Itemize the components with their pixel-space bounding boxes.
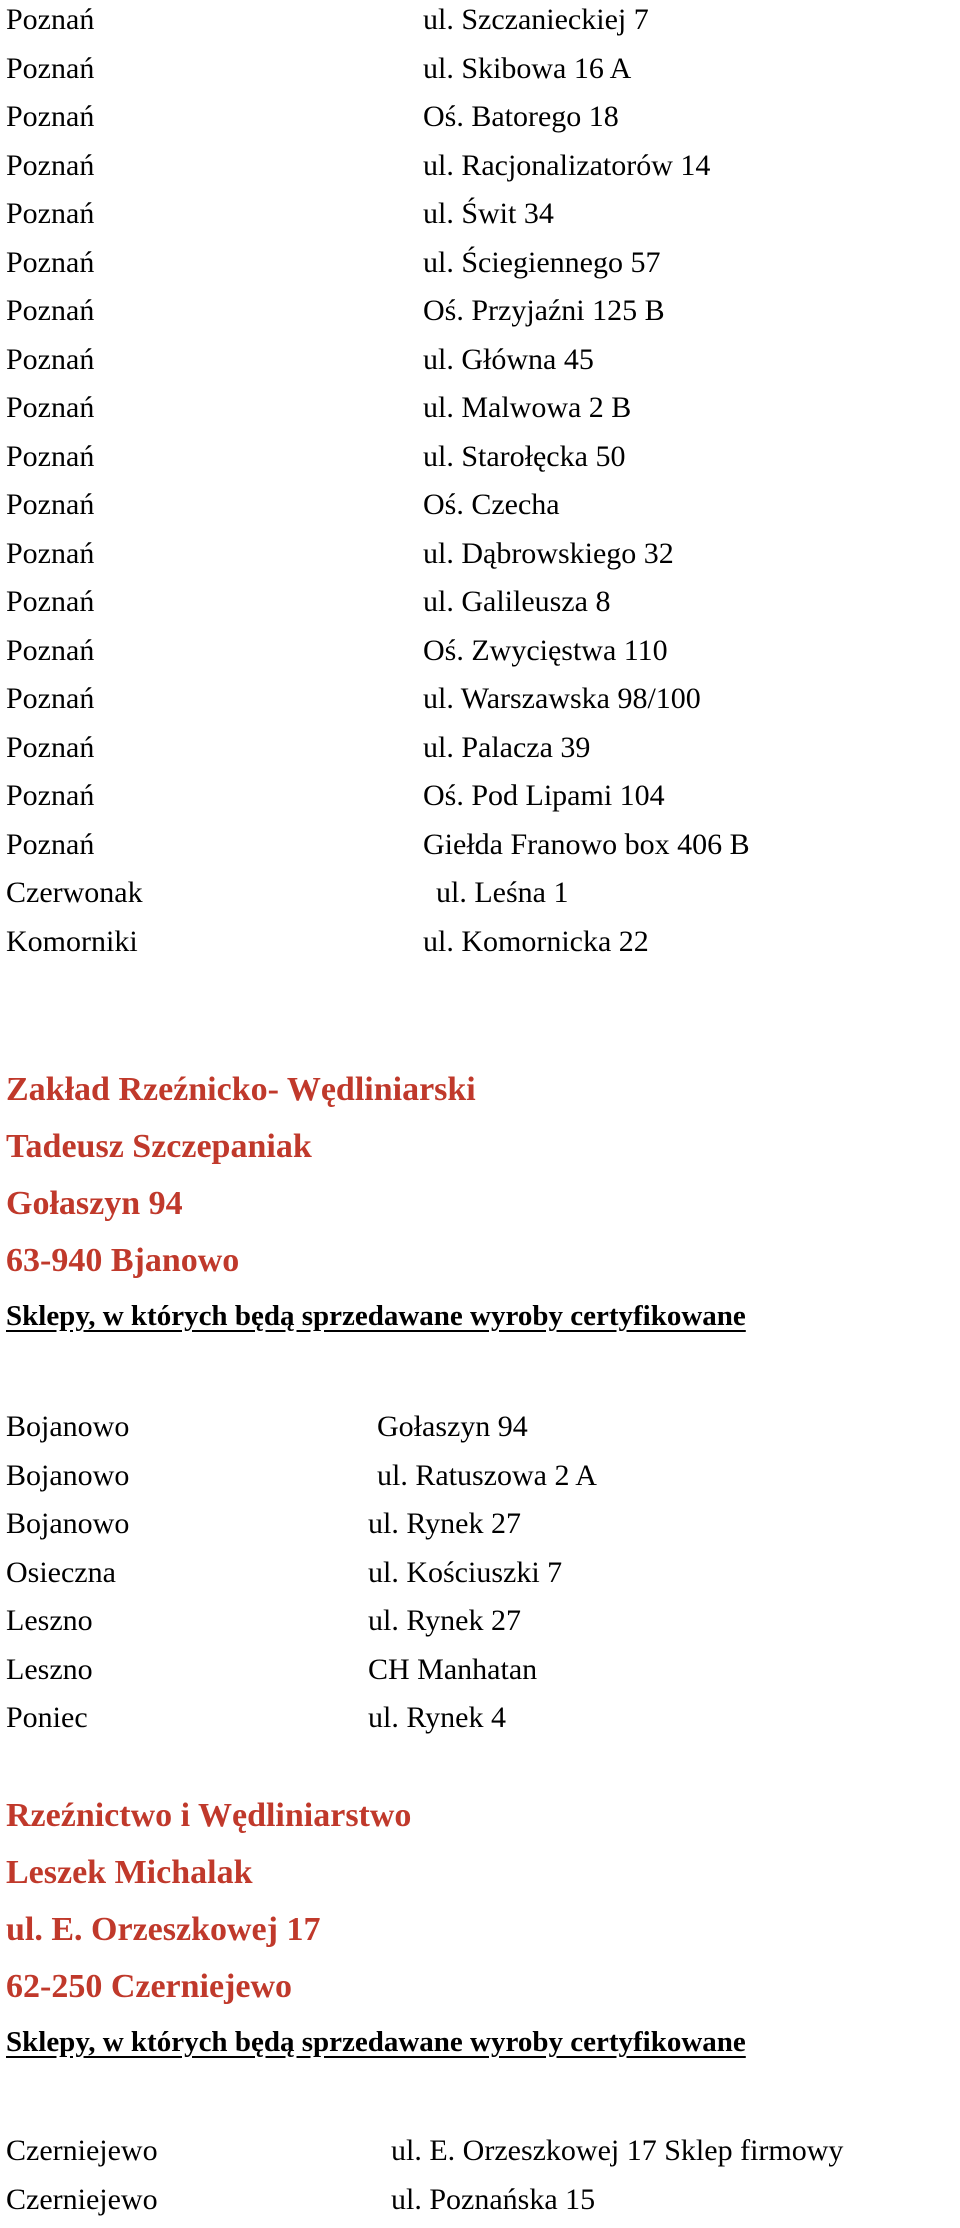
- city: Poznań: [6, 582, 94, 622]
- list-item: [6, 922, 956, 971]
- address: ul. Ratuszowa 2 A: [377, 1456, 597, 1496]
- address: CH Manhatan: [368, 1650, 537, 1690]
- list-item: [6, 728, 956, 777]
- address: ul. Warszawska 98/100: [423, 679, 701, 719]
- company-street: Gołaszyn 94: [6, 1182, 956, 1239]
- address: ul. Kościuszki 7: [368, 1553, 562, 1593]
- address: ul. Palacza 39: [423, 728, 590, 768]
- city: Poniec: [6, 1698, 88, 1738]
- list-item: [6, 873, 956, 922]
- city: Czerniejewo: [6, 2131, 158, 2171]
- address: Oś. Zwycięstwa 110: [423, 631, 668, 671]
- city: Bojanowo: [6, 1504, 129, 1544]
- city: Poznań: [6, 0, 94, 40]
- company-name: Rzeźnictwo i Wędliniarstwo: [6, 1794, 956, 1851]
- company-name: Zakład Rzeźnicko- Wędliniarski: [6, 1068, 956, 1125]
- address: ul. Ściegiennego 57: [423, 243, 660, 283]
- city: Poznań: [6, 388, 94, 428]
- city: Poznań: [6, 437, 94, 477]
- list-item: [6, 194, 956, 243]
- address: Oś. Przyjaźni 125 B: [423, 291, 665, 331]
- city: Leszno: [6, 1601, 93, 1641]
- shop-list-1: [6, 0, 956, 970]
- company-street: ul. E. Orzeszkowej 17: [6, 1908, 956, 1965]
- address: ul. Racjonalizatorów 14: [423, 146, 710, 186]
- list-item: [6, 1698, 956, 1747]
- list-item: [6, 485, 956, 534]
- city: Poznań: [6, 97, 94, 137]
- shops-heading: Sklepy, w których będą sprzedawane wyroby certyfikowane: [6, 1296, 956, 1336]
- list-item: [6, 1504, 956, 1553]
- list-item: [6, 388, 956, 437]
- address: ul. Galileusza 8: [423, 582, 610, 622]
- city: Poznań: [6, 49, 94, 89]
- city: Poznań: [6, 631, 94, 671]
- company-postal: 63-940 Bjanowo: [6, 1239, 956, 1296]
- city: Poznań: [6, 485, 94, 525]
- address: ul. Główna 45: [423, 340, 594, 380]
- list-item: [6, 291, 956, 340]
- list-item: [6, 146, 956, 195]
- list-item: [6, 2180, 956, 2228]
- company-block-szczepaniak: [6, 1068, 956, 1336]
- owner-name: Tadeusz Szczepaniak: [6, 1125, 956, 1182]
- address: ul. Dąbrowskiego 32: [423, 534, 674, 574]
- shops-heading: Sklepy, w których będą sprzedawane wyroby certyfikowane: [6, 2022, 956, 2062]
- city: Poznań: [6, 243, 94, 283]
- address: ul. Skibowa 16 A: [423, 49, 631, 89]
- list-item: [6, 49, 956, 98]
- list-item: [6, 534, 956, 583]
- shop-list-2: [6, 1407, 956, 1747]
- list-item: [6, 2131, 956, 2180]
- address: ul. Rynek 27: [368, 1504, 521, 1544]
- list-item: [6, 679, 956, 728]
- list-item: [6, 97, 956, 146]
- list-item: [6, 1601, 956, 1650]
- address: ul. Leśna 1: [436, 873, 568, 913]
- city: Poznań: [6, 534, 94, 574]
- list-item: [6, 0, 956, 49]
- shop-list-3: [6, 2131, 956, 2228]
- city: Poznań: [6, 146, 94, 186]
- list-item: [6, 631, 956, 680]
- address: Oś. Batorego 18: [423, 97, 619, 137]
- city: Poznań: [6, 679, 94, 719]
- city: Osieczna: [6, 1553, 116, 1593]
- address: ul. Świt 34: [423, 194, 554, 234]
- address: ul. Poznańska 15: [391, 2180, 595, 2220]
- company-block-michalak: [6, 1794, 956, 2062]
- address: ul. Szczanieckiej 7: [423, 0, 649, 40]
- list-item: [6, 825, 956, 874]
- city: Poznań: [6, 291, 94, 331]
- city: Czerwonak: [6, 873, 143, 913]
- list-item: [6, 243, 956, 292]
- list-item: [6, 340, 956, 389]
- address: Oś. Pod Lipami 104: [423, 776, 665, 816]
- city: Czerniejewo: [6, 2180, 158, 2220]
- city: Poznań: [6, 194, 94, 234]
- list-item: [6, 1650, 956, 1699]
- city: Poznań: [6, 340, 94, 380]
- city: Bojanowo: [6, 1456, 129, 1496]
- address: ul. Starołęcka 50: [423, 437, 625, 477]
- address: ul. Rynek 27: [368, 1601, 521, 1641]
- list-item: [6, 1456, 956, 1505]
- address: ul. E. Orzeszkowej 17 Sklep firmowy: [391, 2131, 843, 2171]
- address: ul. Malwowa 2 B: [423, 388, 631, 428]
- city: Bojanowo: [6, 1407, 129, 1447]
- city: Poznań: [6, 728, 94, 768]
- city: Leszno: [6, 1650, 93, 1690]
- address: ul. Rynek 4: [368, 1698, 506, 1738]
- address: Oś. Czecha: [423, 485, 560, 525]
- owner-name: Leszek Michalak: [6, 1851, 956, 1908]
- company-postal: 62-250 Czerniejewo: [6, 1965, 956, 2022]
- list-item: [6, 582, 956, 631]
- list-item: [6, 776, 956, 825]
- city: Komorniki: [6, 922, 138, 962]
- list-item: [6, 1407, 956, 1456]
- city: Poznań: [6, 776, 94, 816]
- list-item: [6, 1553, 956, 1602]
- address: ul. Komornicka 22: [423, 922, 649, 962]
- city: Poznań: [6, 825, 94, 865]
- list-item: [6, 437, 956, 486]
- address: Gołaszyn 94: [377, 1407, 528, 1447]
- address: Giełda Franowo box 406 B: [423, 825, 750, 865]
